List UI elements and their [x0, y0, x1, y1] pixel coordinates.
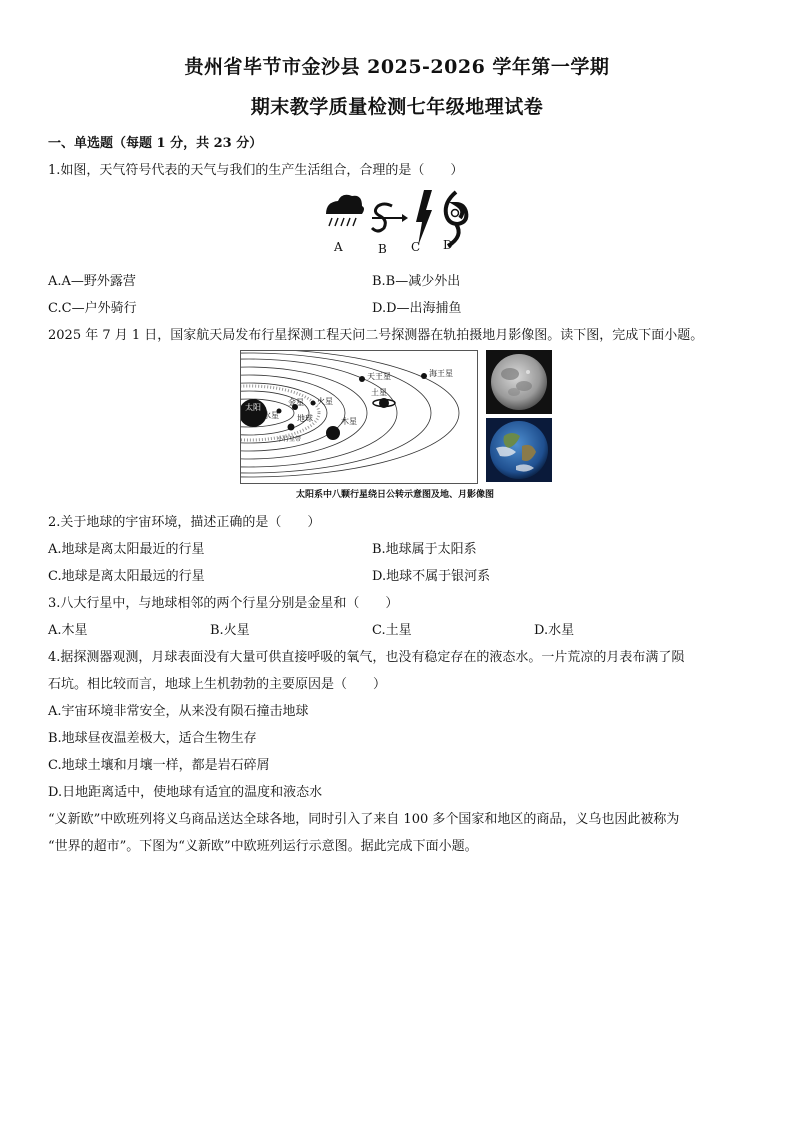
material-2-line1: “义新欧”中欧班列将义乌商品送达全球各地，同时引入了来自 100 多个国家和地区的商品，义乌也因此被称为 [48, 812, 680, 827]
symbol-label-d: D [443, 238, 453, 252]
q1-option-d[interactable]: D.D—出海捕鱼 [372, 301, 462, 316]
q3-option-c[interactable]: C.土星 [372, 623, 412, 638]
material-1-text: 2025 年 7 月 1 日，国家航天局发布行星探测工程天问二号探测器在轨拍摄地月影像图。读下图，完成下面小题。 [48, 328, 704, 343]
mercury-label: 水星 [263, 411, 279, 420]
lightning-icon [416, 190, 432, 246]
q4-option-b[interactable]: B.地球昼夜温差极大，适合生物生存 [48, 731, 257, 746]
earth-dot [288, 424, 295, 431]
q1-stem: 1.如图，天气符号代表的天气与我们的生产生活组合，合理的是（ ） [48, 163, 464, 178]
q1-option-c[interactable]: C.C—户外骑行 [48, 301, 137, 316]
asteroid-belt-label: 小行星带 [277, 436, 302, 443]
q2-stem: 2.关于地球的宇宙环境，描述正确的是（ ） [48, 515, 321, 530]
jupiter-dot [326, 426, 340, 440]
q4-option-d[interactable]: D.日地距离适中，使地球有适宜的温度和液态水 [48, 785, 323, 800]
symbol-label-c: C [411, 240, 421, 254]
q4-stem-line1: 4.据探测器观测，月球表面没有大量可供直接呼吸的氧气，也没有稳定存在的液态水。一片荒凉的月表布满了陨 [48, 650, 685, 665]
uranus-dot [359, 376, 365, 382]
uranus-label: 天王星 [367, 372, 391, 381]
earth-image [486, 418, 552, 482]
q2-option-d[interactable]: D.地球不属于银河系 [372, 569, 491, 584]
mars-label: 火星 [317, 397, 333, 406]
q4-option-c[interactable]: C.地球土壤和月壤一样，都是岩石碎屑 [48, 758, 270, 773]
neptune-label: 海王星 [429, 369, 453, 378]
venus-label: 金星 [288, 398, 304, 407]
exam-title-line2: 期末教学质量检测七年级地理试卷 [250, 96, 544, 118]
sandstorm-icon [372, 204, 408, 231]
rain-cloud-icon [326, 195, 364, 226]
sun-label: 太阳 [245, 403, 261, 412]
symbol-label-b: B [378, 242, 387, 256]
q2-option-b[interactable]: B.地球属于太阳系 [372, 542, 477, 557]
saturn-label: 土星 [371, 388, 387, 397]
q2-option-a[interactable]: A.地球是离太阳最近的行星 [48, 542, 205, 557]
neptune-dot [421, 373, 427, 379]
q4-stem-line2: 石坑。相比较而言，地球上生机勃勃的主要原因是（ ） [48, 677, 387, 692]
solar-system-diagram [240, 350, 478, 484]
q4-option-a[interactable]: A.宇宙环境非常安全，从来没有陨石撞击地球 [48, 704, 309, 719]
weather-symbols-figure [322, 188, 472, 258]
mars-dot [311, 401, 316, 406]
q1-option-a[interactable]: A.A—野外露营 [48, 274, 136, 289]
moon-image [486, 350, 552, 414]
jupiter-label: 木星 [341, 417, 357, 426]
earth-label: 地球 [297, 414, 313, 423]
exam-title-line1: 贵州省毕节市金沙县 2025-2026 学年第一学期 [184, 56, 610, 78]
material-2-line2: “世界的超市”。下图为“义新欧”中欧班列运行示意图。据此完成下面小题。 [48, 839, 478, 854]
symbol-label-a: A [334, 240, 343, 254]
q3-stem: 3.八大行星中，与地球相邻的两个行星分别是金星和（ ） [48, 596, 399, 611]
earth-photo [486, 418, 552, 482]
q3-option-d[interactable]: D.水星 [534, 623, 575, 638]
section-heading: 一、单选题（每题 1 分，共 23 分） [48, 136, 263, 151]
q1-option-b[interactable]: B.B—减少外出 [372, 274, 461, 289]
q3-option-b[interactable]: B.火星 [210, 623, 250, 638]
figure-caption: 太阳系中八颗行星绕日公转示意图及地、月影像图 [295, 490, 494, 500]
q2-option-c[interactable]: C.地球是离太阳最远的行星 [48, 569, 205, 584]
q3-option-a[interactable]: A.木星 [48, 623, 88, 638]
moon-photo [486, 350, 552, 414]
